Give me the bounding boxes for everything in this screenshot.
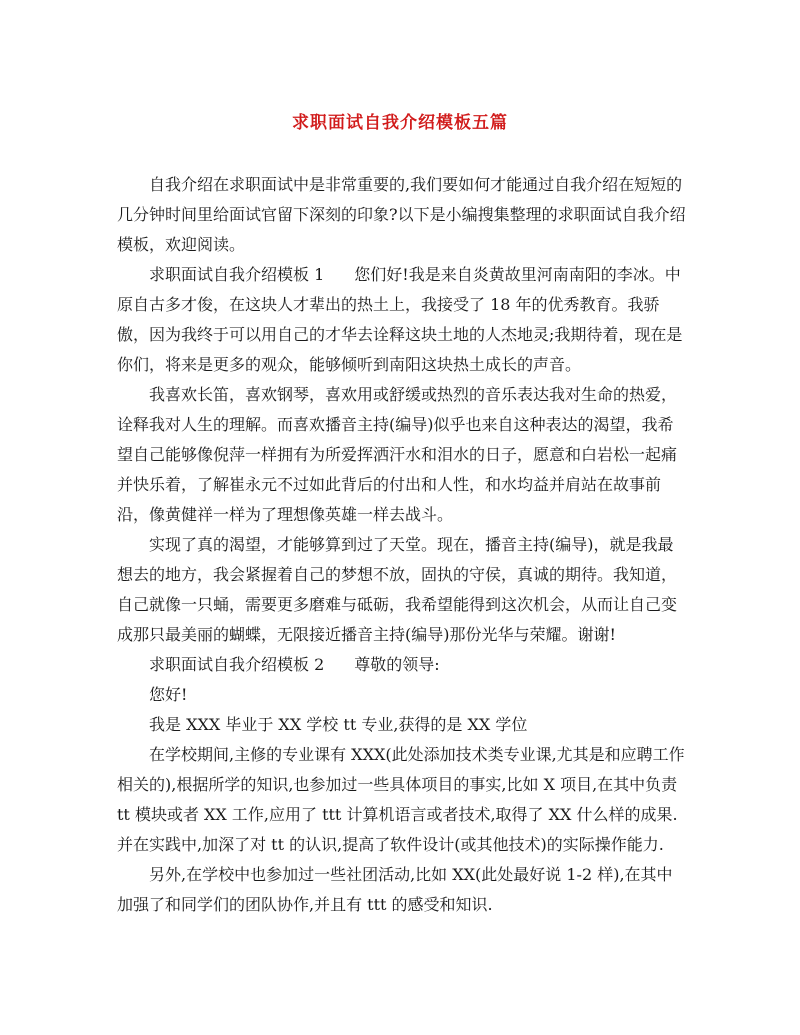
courses-paragraph: 在学校期间,主修的专业课有 XXX(此处添加技术类专业课,尤其是和应聘工作相关的),根据所学的知识,也参加过一些具体项目的事实,比如 X 项目,在其中负责 tt 模块或者 XX 工作,应用了 ttt 计算机语言或者技术,取得了 XX 什么样的成果.并在实践中,加深了对 tt 的认识,提高了软件设计(或其他技术)的实际操作能力. bbox=[117, 745, 685, 854]
hobby-paragraph: 我喜欢长笛，喜欢钢琴，喜欢用或舒缓或热烈的音乐表达我对生命的热爱，诠释我对人生的理解。而喜欢播音主持(编导)似乎也来自这种表达的渴望，我希望自己能够像倪萍一样拥有为所爱挥洒汗水和泪水的日子，愿意和白岩松一起痛并快乐着，了解崔永元不过如此背后的付出和人性，和水均益并肩站在故事前沿，像黄健祥一样为了理想像英雄一样去战斗。 bbox=[117, 385, 678, 524]
dream-paragraph: 实现了真的渴望，才能够算到过了天堂。现在，播音主持(编导)，就是我最想去的地方，我会紧握着自己的梦想不放，固执的守侯，真诚的期待。我知道，自己就像一只蛹，需要更多磨难与砥砺，我希望能得到这次机会，从而让自己变成那只最美丽的蝴蝶，无限接近播音主持(编导)那份光华与荣耀。谢谢! bbox=[117, 535, 678, 644]
template-2-paragraph bbox=[117, 650, 687, 680]
template-1-heading: 求职面试自我介绍模板 1 bbox=[149, 265, 325, 284]
document-body bbox=[117, 170, 687, 920]
intro-paragraph: 自我介绍在求职面试中是非常重要的,我们要如何才能通过自我介绍在短短的几分钟时间里给面试官留下深刻的印象?以下是小编搜集整理的求职面试自我介绍模板，欢迎阅读。 bbox=[117, 175, 686, 254]
template-1-paragraph bbox=[117, 260, 687, 380]
document-title: 求职面试自我介绍模板五篇 bbox=[292, 113, 508, 133]
greeting-paragraph: 您好! bbox=[149, 685, 188, 704]
graduate-paragraph: 我是 XXX 毕业于 XX 学校 tt 专业,获得的是 XX 学位 bbox=[149, 715, 528, 734]
template-2-text: 尊敬的领导: bbox=[354, 655, 440, 674]
template-2-heading: 求职面试自我介绍模板 2 bbox=[149, 655, 325, 674]
activities-paragraph: 另外,在学校中也参加过一些社团活动,比如 XX(此处最好说 1-2 样),在其中加强了和同学们的团队协作,并且有 ttt 的感受和知识. bbox=[117, 865, 673, 914]
template-1-text: 您们好!我是来自炎黄故里河南南阳的李冰。中原自古多才俊，在这块人才辈出的热土上，我接受了 18 年的优秀教育。我骄傲，因为我终于可以用自己的才华去诠释这块土地的人杰地灵;我期待着，现在是你们，将来是更多的观众，能够倾听到南阳这块热土成长的声音。 bbox=[117, 265, 683, 374]
